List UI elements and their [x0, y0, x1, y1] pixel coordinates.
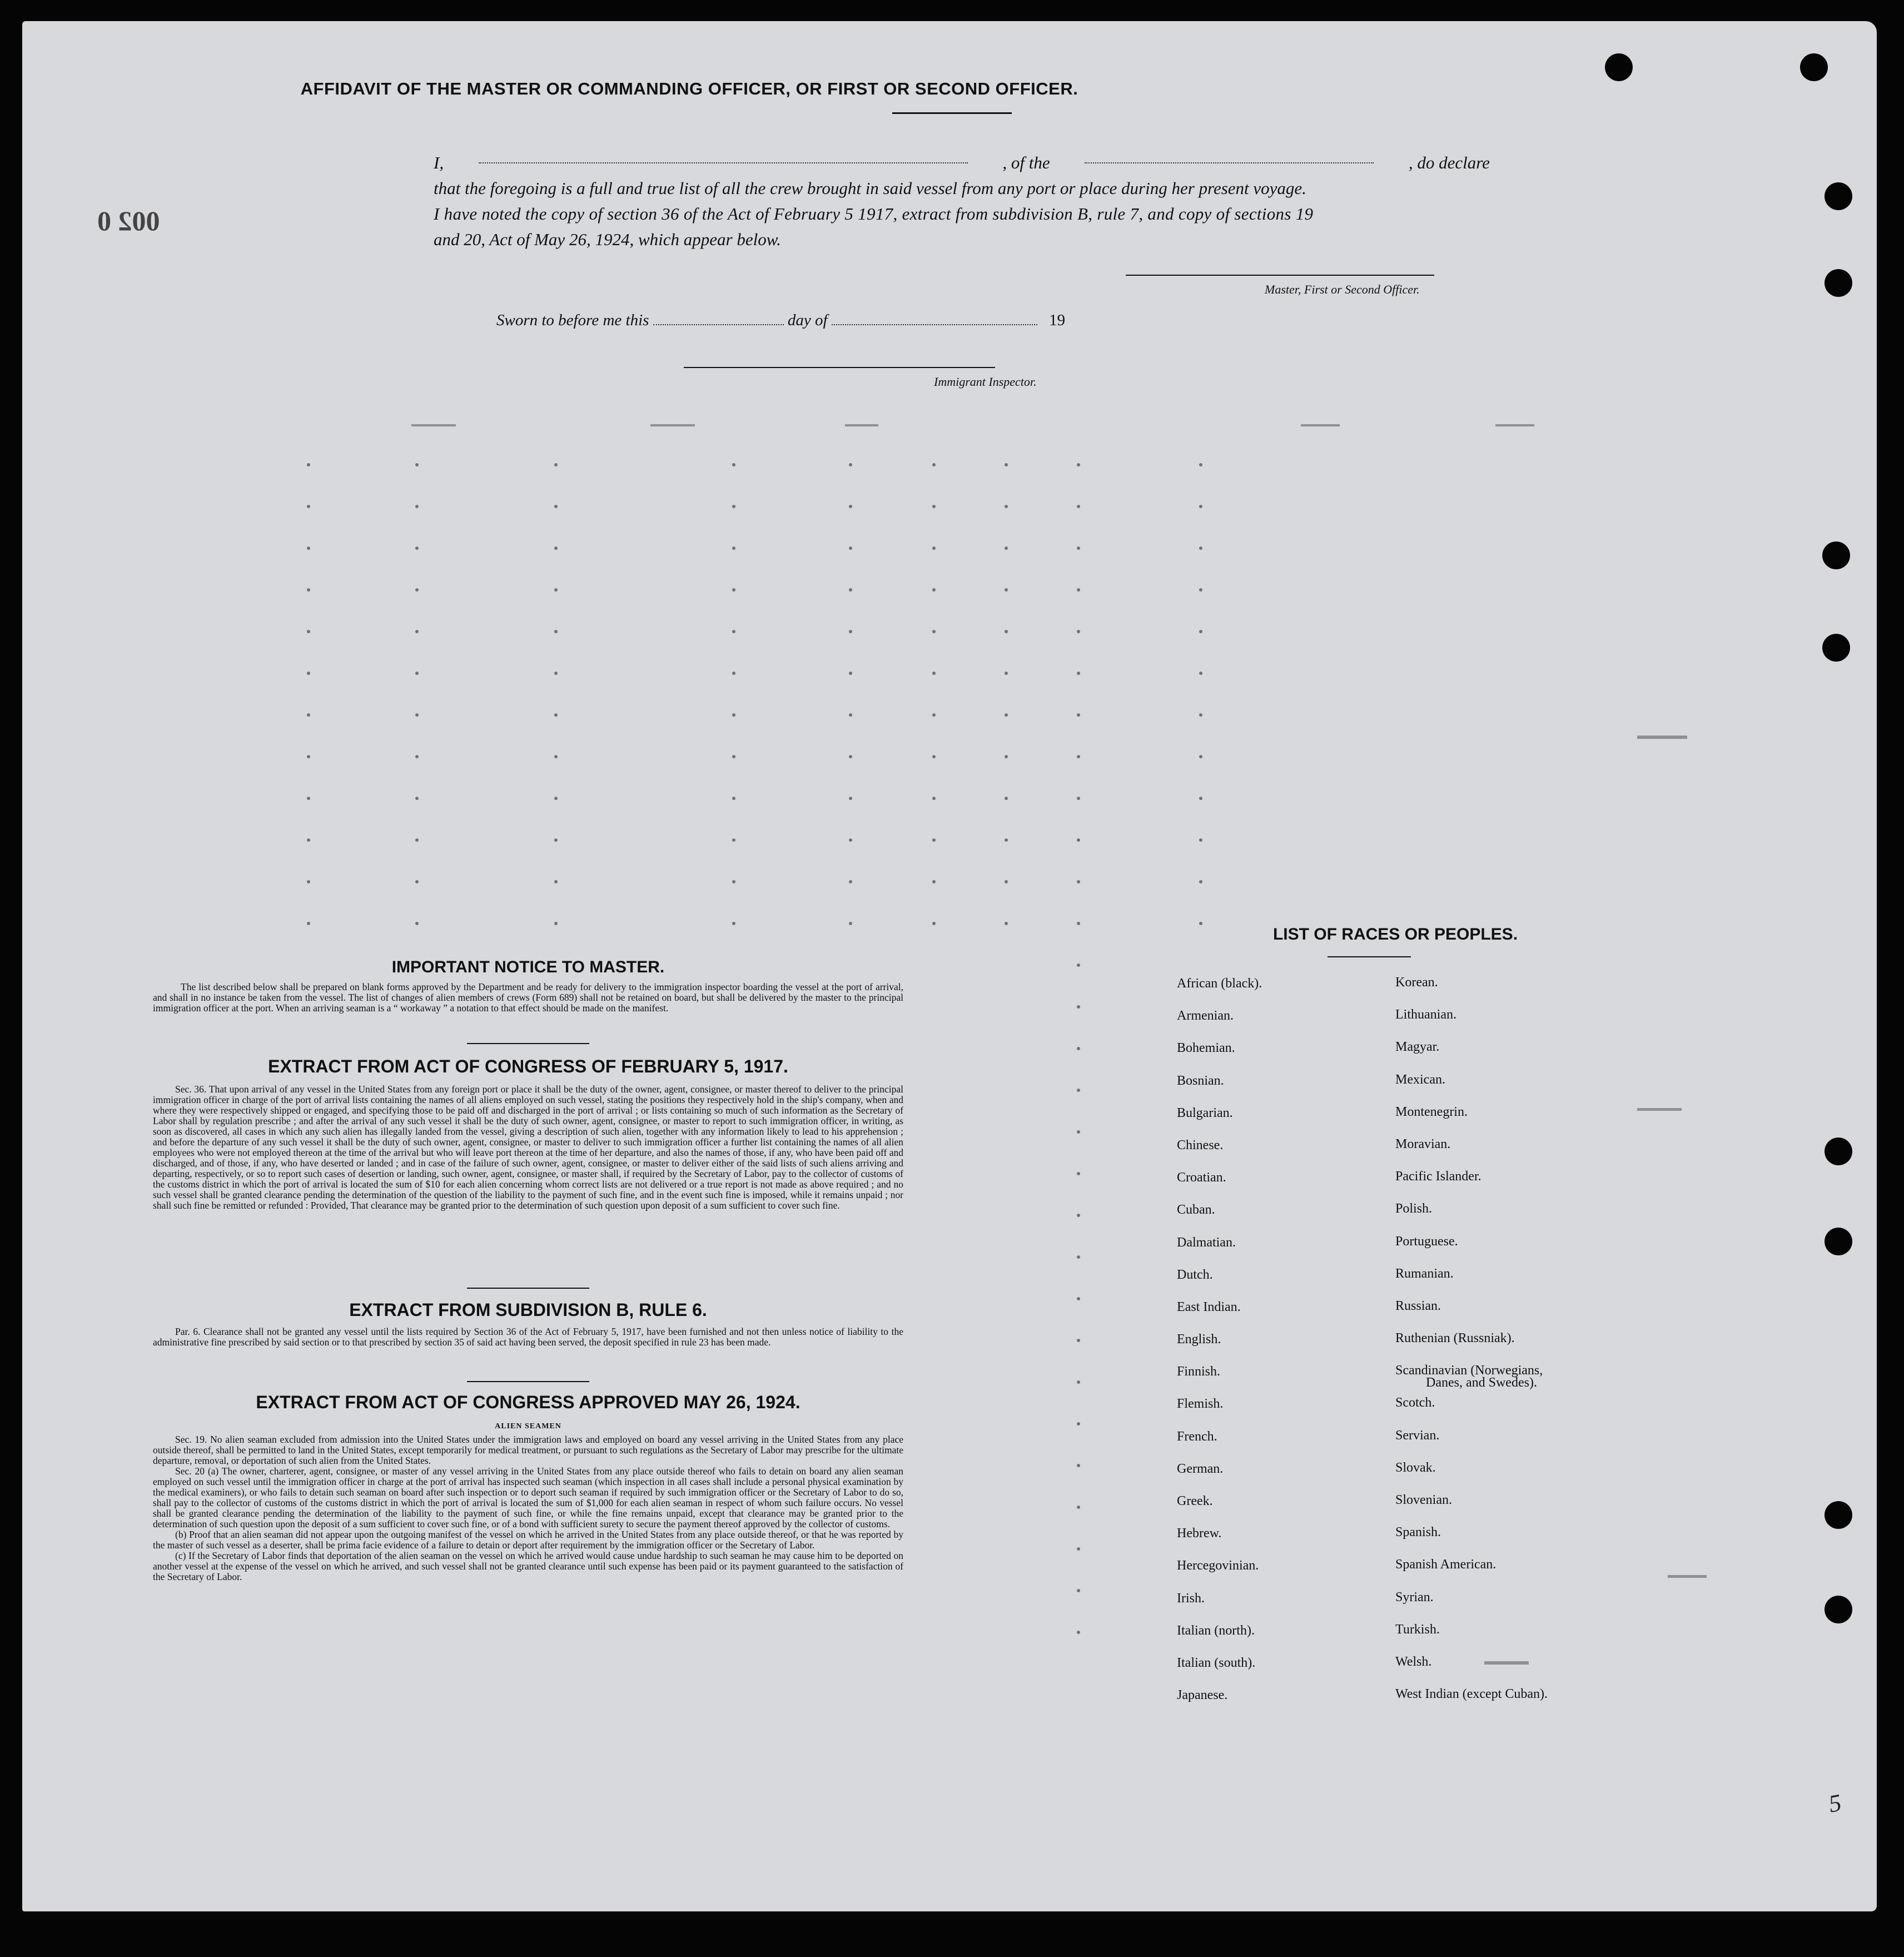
race-item: Hercegovinian.	[1177, 1558, 1259, 1573]
subdivision-b-text: Par. 6. Clearance shall not be granted any vessel until the lists required by Section 36 of the Act of February 5, 1917, have been furnished and not then unless notice of liability to the administrative fine prescribed by said section or to that prescribed by section 35 of said act having been served, the deposit specified in rule 23 has been made.	[153, 1326, 903, 1348]
race-item: Polish.	[1395, 1201, 1433, 1216]
race-item: English.	[1177, 1332, 1221, 1347]
extract-1917-title: EXTRACT FROM ACT OF CONGRESS OF FEBRUARY 5, 1917.	[268, 1056, 788, 1076]
race-item: Slovenian.	[1395, 1493, 1452, 1507]
divider	[467, 1043, 589, 1044]
sec-19-text: Sec. 19. No alien seaman excluded from admission into the United States under the immigration laws and employed on board any vessel arriving in the United States from any place outside thereof, shall be permitted to land in the United States, except temporarily for medical treatment, or pursuant to such regulations as the Secretary of Labor may prescribe for the ultimate departure, removal, or deportation of such alien from the United States.	[153, 1434, 903, 1466]
margin-stamp: 002 0	[97, 205, 160, 236]
race-item: Mexican.	[1395, 1072, 1445, 1087]
race-item: Moravian.	[1395, 1136, 1451, 1151]
race-item: Welsh.	[1395, 1654, 1432, 1669]
race-item: Rumanian.	[1395, 1266, 1454, 1281]
sec-20c-text: (c) If the Secretary of Labor finds that deportation of the alien seaman on the vessel on which he arrived would cause undue hardship to such seaman he may cause him to be deported on another vessel at the expense of the vessel on which he arrived, and such vessel shall not be granted clearance until such expense has been paid or its payment guaranteed to the satisfaction of the Secretary of Labor.	[153, 1550, 903, 1582]
race-item: Scotch.	[1395, 1395, 1435, 1410]
races-title: LIST OF RACES OR PEOPLES.	[1272, 925, 1518, 943]
race-item: Portuguese.	[1395, 1234, 1458, 1249]
races-title-rule	[1328, 956, 1411, 957]
race-item: Japanese.	[1177, 1688, 1228, 1703]
alien-seamen-subtitle: ALIEN SEAMEN	[495, 1422, 561, 1431]
race-item: Croatian.	[1177, 1170, 1226, 1185]
declaration-of-the: , of the	[1002, 153, 1050, 172]
race-item: Dutch.	[1177, 1267, 1213, 1282]
race-item-scandinavian: Scandinavian (Norwegians,	[1395, 1363, 1543, 1378]
declaration-do-declare: , do declare	[1408, 153, 1490, 172]
affidavit-title: AFFIDAVIT OF THE MASTER OR COMMANDING OFFICER, OR FIRST OR SECOND OFFICER.	[300, 79, 1078, 98]
divider	[467, 1288, 589, 1289]
race-item: Armenian.	[1177, 1009, 1234, 1024]
page-number: 5	[1826, 1789, 1844, 1818]
extract-1917-text: Sec. 36. That upon arrival of any vessel in the United States from any foreign port or place it shall be the duty of the owner, agent, consignee, or master thereof to deliver to the principal immigration officer in charge of the port of arrival lists containing the names of all aliens employed on such vessel, stating the positions they respectively hold in the ship's company, when and where they were respectively shipped or engaged, and specifying those to be paid off and discharged in the port of arrival ; or lists containing so much of such information as the Secretary of Labor shall by regulation prescribe ; and after the arrival of any such vessel it shall be the duty of such owner, agent, consignee, or master to report to such immigration officer, in writing, as soon as discovered, all cases in which any such alien has illegally landed from the vessel, giving a description of such alien, together with any information likely to lead to his apprehension ; and before the departure of any such vessel it shall be the duty of such owner, agent, consignee, or master to deliver to such immigration officer a further list containing the names of all alien employees who were not employed thereon at the time of the arrival but who will leave port thereon at the time of her departure, and also the names of those, if any, who have been paid off and discharged, and of those, if any, who have deserted or landed ; and in case of the failure of such owner, agent, consignee, or master to deliver either of the said lists of such aliens arriving and departing, respectively, or so to report such cases of desertion or landing, such owner, agent, consignee, or master shall, if required by the Secretary of Labor, pay to the collector of customs of the customs district in which the port of arrival is located the sum of $10 for each alien concerning whom correct lists are not delivered or a true report is not made as above required ; and no such vessel shall be granted clearance pending the determination of the question of the liability to the payment of such fine, and in the event such fine is imposed, while it remains unpaid ; nor shall such fine be remitted or refunded : Provided, That clearance may be granted prior to the determination of such question upon deposit of a sum sufficient to cover such fine.	[153, 1084, 903, 1211]
race-item: Italian (south).	[1177, 1655, 1256, 1670]
race-item: Bulgarian.	[1177, 1105, 1233, 1120]
declaration-line-2: that the foregoing is a full and true list of all the crew brought in said vessel from any port or place during her present voyage.	[434, 178, 1306, 198]
races-right-column	[1395, 975, 1673, 1719]
extract-1924-body	[153, 1434, 903, 1582]
race-item: Russian.	[1395, 1298, 1441, 1313]
race-item: Spanish.	[1395, 1525, 1441, 1540]
race-item: Servian.	[1395, 1428, 1440, 1443]
document-sheet	[22, 21, 1877, 1911]
declaration-line-4: and 20, Act of May 26, 1924, which appear below.	[434, 230, 781, 249]
race-item: Turkish.	[1395, 1622, 1440, 1637]
sworn-prefix: Sworn to before me this	[496, 311, 649, 329]
master-signature-label: Master, First or Second Officer.	[1265, 282, 1420, 296]
declaration-line-3: I have noted the copy of section 36 of the Act of February 5 1917, extract from subdivision B, rule 7, and copy of sections 19	[434, 204, 1314, 223]
race-item: Korean.	[1395, 975, 1438, 990]
race-item: Magyar.	[1395, 1040, 1440, 1055]
declaration-i: I,	[434, 153, 444, 172]
race-item	[1395, 1363, 1673, 1395]
race-item: Bosnian.	[1177, 1073, 1224, 1088]
race-item: Greek.	[1177, 1494, 1213, 1508]
sec-20a-text: Sec. 20 (a) The owner, charterer, agent, consignee, or master of any vessel arriving in the United States from any place outside thereof who fails to detain on board any alien seaman employed on such vessel until the immigration officer in charge at the port of arrival has inspected such seaman (which inspection in all cases shall include a personal physical examination by the medical examiners), or who fails to detain such seaman on board after such inspection or to deport such seaman if required by such immigration officer or the Secretary of Labor to do so, shall pay to the collector of customs of the customs district in which the port of arrival is located the sum of $1,000 for each alien seaman in respect of whom such failure occurs. No vessel shall be granted clearance pending the determination of the liability to the payment of such fine, or while the fine remains unpaid, except that clearance may be granted prior to the determination of such question upon the deposit of a sum sufficient to cover such fine, or of a bond with sufficient surety to secure the payment thereof approved by the collector of customs.	[153, 1466, 903, 1529]
race-item: West Indian (except Cuban).	[1395, 1687, 1548, 1702]
race-item: Bohemian.	[1177, 1041, 1235, 1056]
sec-20b-text: (b) Proof that an alien seaman did not appear upon the outgoing manifest of the vessel on which he arrived in the United States from any place outside thereof, or that he was reported by the master of such vessel as a deserter, shall be prima facie evidence of a failure to detain or deport after requirement by the immigration officer or the Secretary of Labor.	[153, 1529, 903, 1551]
race-item: French.	[1177, 1429, 1217, 1444]
race-item: Flemish.	[1177, 1397, 1224, 1412]
race-item: Montenegrin.	[1395, 1104, 1468, 1119]
important-notice-text: The list described below shall be prepared on blank forms approved by the Department and be ready for delivery to the immigration inspector boarding the vessel at the port of arrival, and shall in no instance be taken from the vessel. The list of changes of alien members of crews (Form 689) shall not be retained on board, but shall be delivered by the master to the principal immigration officer at the port. When an arriving seaman is a “ workaway ” a notation to that effect should be made on the manifest.	[153, 981, 903, 1014]
race-item: African (black).	[1177, 976, 1262, 991]
race-item: Pacific Islander.	[1395, 1169, 1482, 1184]
divider	[467, 1381, 589, 1382]
race-item: Chinese.	[1177, 1138, 1224, 1153]
sworn-year: 19	[1049, 311, 1066, 329]
inspector-label: Immigrant Inspector.	[934, 375, 1037, 389]
race-item: Cuban.	[1177, 1203, 1215, 1218]
important-notice-title: IMPORTANT NOTICE TO MASTER.	[391, 958, 665, 976]
races-left-column	[1177, 976, 1388, 1720]
subdivision-b-title: EXTRACT FROM SUBDIVISION B, RULE 6.	[349, 1300, 707, 1320]
race-item: East Indian.	[1177, 1299, 1241, 1314]
race-item: Irish.	[1177, 1591, 1205, 1606]
race-item: Finnish.	[1177, 1364, 1221, 1379]
extract-1924-title: EXTRACT FROM ACT OF CONGRESS APPROVED MAY 26, 1924.	[256, 1392, 801, 1412]
race-item: Hebrew.	[1177, 1526, 1222, 1541]
race-item: Dalmatian.	[1177, 1235, 1236, 1250]
race-item: Italian (north).	[1177, 1623, 1255, 1638]
race-item-scandinavian-cont: Danes, and Swedes).	[1426, 1375, 1537, 1390]
race-item: Spanish American.	[1395, 1557, 1497, 1572]
race-item: German.	[1177, 1461, 1224, 1476]
race-item: Slovak.	[1395, 1460, 1436, 1475]
race-item: Ruthenian (Russniak).	[1395, 1331, 1515, 1346]
sworn-day-of: day of	[787, 311, 828, 329]
race-item: Lithuanian.	[1395, 1007, 1456, 1022]
race-item: Syrian.	[1395, 1590, 1434, 1605]
